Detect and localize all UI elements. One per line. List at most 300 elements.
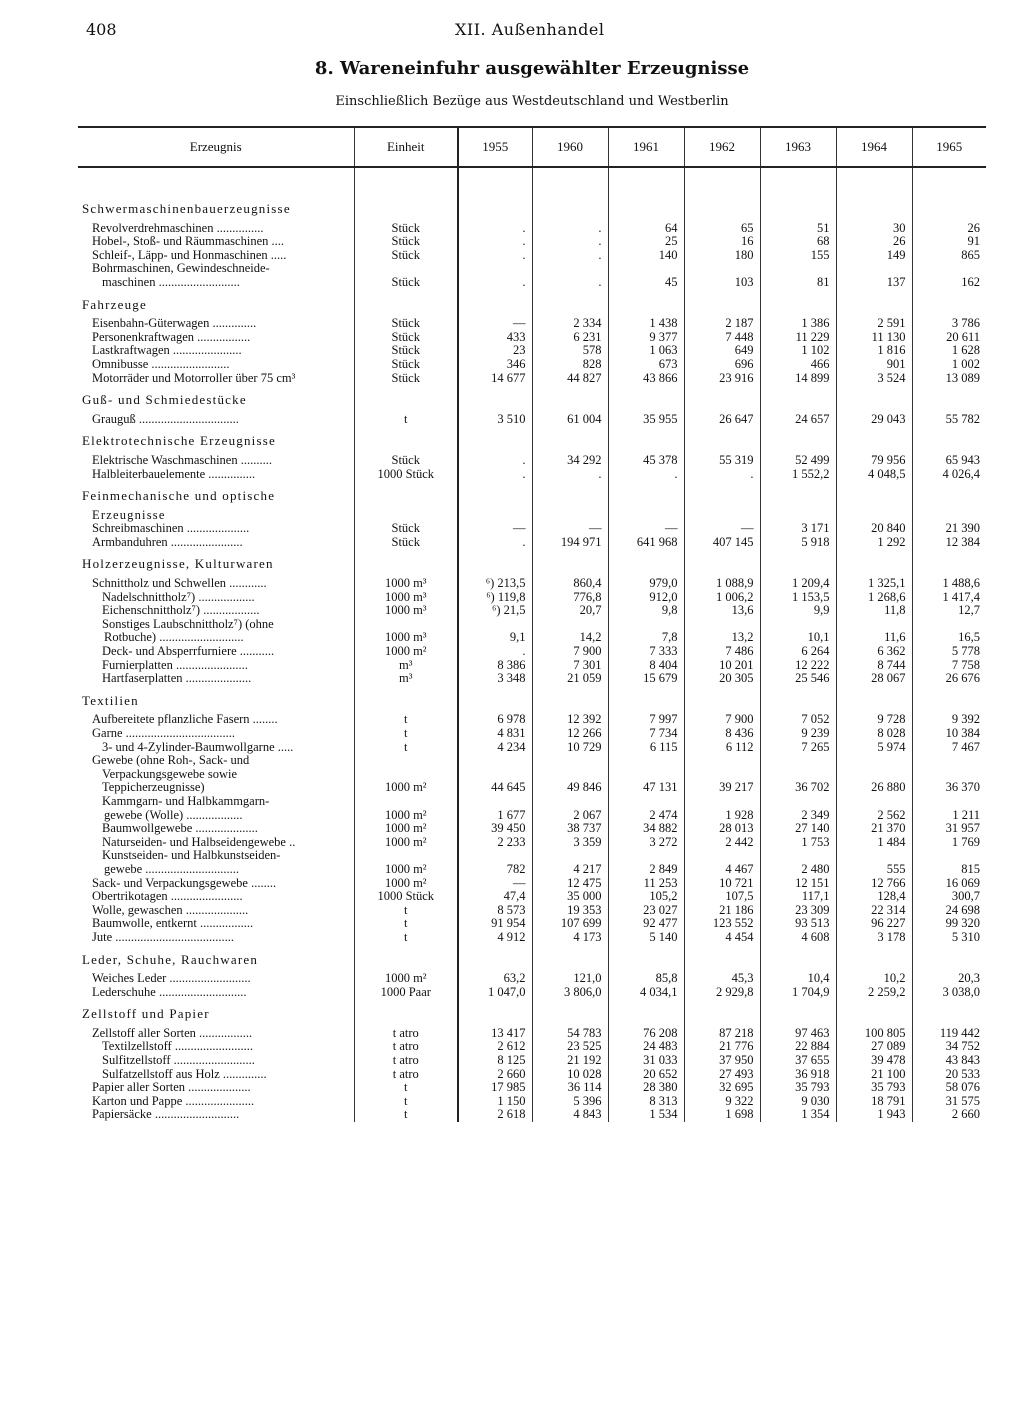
item-label: Nadelschnittholz⁷) .................. bbox=[78, 591, 354, 605]
value-cell: 21 390 bbox=[912, 522, 986, 536]
value-cell bbox=[608, 754, 684, 768]
value-cell: 49 846 bbox=[532, 781, 608, 795]
value-cell: 912,0 bbox=[608, 591, 684, 605]
item-label: Jute ...................................... bbox=[78, 931, 354, 945]
value-cell: 1 943 bbox=[836, 1108, 912, 1122]
value-cell: 35 955 bbox=[608, 413, 684, 427]
item-label: Obertrikotagen ....................... bbox=[78, 890, 354, 904]
value-cell: 9 239 bbox=[760, 727, 836, 741]
value-cell: 8 125 bbox=[458, 1054, 532, 1068]
table-row bbox=[78, 931, 986, 945]
unit-cell: 1000 Paar bbox=[354, 986, 458, 1000]
page-number: 408 bbox=[86, 20, 117, 39]
item-label: Lederschuhe ............................ bbox=[78, 986, 354, 1000]
value-cell: — bbox=[608, 522, 684, 536]
value-cell: 65 943 bbox=[912, 454, 986, 468]
value-cell: 180 bbox=[684, 249, 760, 263]
value-cell: 99 320 bbox=[912, 917, 986, 931]
unit-cell: Stück bbox=[354, 331, 458, 345]
item-label: Halbleiterbauelemente ............... bbox=[78, 468, 354, 482]
item-label: Revolverdrehmaschinen ............... bbox=[78, 222, 354, 236]
value-cell: 11 130 bbox=[836, 331, 912, 345]
value-cell: 865 bbox=[912, 249, 986, 263]
unit-cell: Stück bbox=[354, 344, 458, 358]
value-cell: 34 882 bbox=[608, 822, 684, 836]
value-cell: 36 370 bbox=[912, 781, 986, 795]
value-cell bbox=[532, 849, 608, 863]
value-cell: 23 027 bbox=[608, 904, 684, 918]
running-head: XII. Außenhandel bbox=[455, 20, 605, 39]
value-cell: 8 313 bbox=[608, 1095, 684, 1109]
section-label: Leder, Schuhe, Rauchwaren bbox=[78, 945, 354, 973]
table-row bbox=[78, 768, 986, 782]
value-cell: 979,0 bbox=[608, 577, 684, 591]
value-cell bbox=[458, 618, 532, 632]
value-cell: 34 292 bbox=[532, 454, 608, 468]
table-body bbox=[78, 167, 986, 1122]
value-cell: 4 173 bbox=[532, 931, 608, 945]
value-cell: 14 677 bbox=[458, 372, 532, 386]
table-row bbox=[78, 1108, 986, 1122]
item-label: Personenkraftwagen ................. bbox=[78, 331, 354, 345]
value-cell: 2 480 bbox=[760, 863, 836, 877]
unit-cell: 1000 Stück bbox=[354, 890, 458, 904]
value-cell: 1 677 bbox=[458, 809, 532, 823]
value-cell: 36 114 bbox=[532, 1081, 608, 1095]
value-cell bbox=[760, 768, 836, 782]
value-cell: 901 bbox=[836, 358, 912, 372]
table-row bbox=[78, 413, 986, 427]
value-cell: 6 115 bbox=[608, 741, 684, 755]
value-cell: 1 268,6 bbox=[836, 591, 912, 605]
value-cell: 6 112 bbox=[684, 741, 760, 755]
item-label: Sulfitzellstoff .......................... bbox=[78, 1054, 354, 1068]
unit-cell: 1000 m² bbox=[354, 877, 458, 891]
value-cell bbox=[912, 795, 986, 809]
value-cell: 7 052 bbox=[760, 713, 836, 727]
table-row bbox=[78, 795, 986, 809]
unit-cell: 1000 m² bbox=[354, 809, 458, 823]
value-cell: 21 186 bbox=[684, 904, 760, 918]
value-cell bbox=[608, 262, 684, 276]
unit-cell: Stück bbox=[354, 358, 458, 372]
table-row bbox=[78, 262, 986, 276]
section-label: Holzerzeugnisse, Kulturwaren bbox=[78, 549, 354, 577]
table-row bbox=[78, 849, 986, 863]
value-cell: 433 bbox=[458, 331, 532, 345]
value-cell: 12 766 bbox=[836, 877, 912, 891]
value-cell: 2 618 bbox=[458, 1108, 532, 1122]
item-label: gewebe .............................. bbox=[78, 863, 354, 877]
value-cell: 85,8 bbox=[608, 972, 684, 986]
section-row bbox=[78, 686, 986, 714]
value-cell: 1 816 bbox=[836, 344, 912, 358]
value-cell: 63,2 bbox=[458, 972, 532, 986]
value-cell: 97 463 bbox=[760, 1027, 836, 1041]
value-cell: 12 266 bbox=[532, 727, 608, 741]
unit-cell: t atro bbox=[354, 1040, 458, 1054]
item-label: Verpackungsgewebe sowie bbox=[78, 768, 354, 782]
column-header: 1963 bbox=[760, 127, 836, 167]
value-cell: 51 bbox=[760, 222, 836, 236]
value-cell: 5 974 bbox=[836, 741, 912, 755]
value-cell: 2 259,2 bbox=[836, 986, 912, 1000]
value-cell: 21 370 bbox=[836, 822, 912, 836]
value-cell: 1 002 bbox=[912, 358, 986, 372]
value-cell: 4 467 bbox=[684, 863, 760, 877]
value-cell: 7 333 bbox=[608, 645, 684, 659]
item-label: Kammgarn- und Halbkammgarn- bbox=[78, 795, 354, 809]
unit-cell: t bbox=[354, 1108, 458, 1122]
value-cell: ⁶) 119,8 bbox=[458, 591, 532, 605]
value-cell: 137 bbox=[836, 276, 912, 290]
value-cell: 12 384 bbox=[912, 536, 986, 550]
value-cell: 21 776 bbox=[684, 1040, 760, 1054]
value-cell: 16 bbox=[684, 235, 760, 249]
value-cell: 9,8 bbox=[608, 604, 684, 618]
value-cell: 7 265 bbox=[760, 741, 836, 755]
value-cell: — bbox=[458, 877, 532, 891]
item-label: Omnibusse ......................... bbox=[78, 358, 354, 372]
column-header: 1961 bbox=[608, 127, 684, 167]
value-cell: 20,7 bbox=[532, 604, 608, 618]
value-cell: . bbox=[532, 276, 608, 290]
value-cell: 23 309 bbox=[760, 904, 836, 918]
value-cell: 8 573 bbox=[458, 904, 532, 918]
value-cell: 52 499 bbox=[760, 454, 836, 468]
value-cell: 39 450 bbox=[458, 822, 532, 836]
table-row bbox=[78, 754, 986, 768]
value-cell: 25 546 bbox=[760, 672, 836, 686]
unit-cell: t bbox=[354, 727, 458, 741]
value-cell: 93 513 bbox=[760, 917, 836, 931]
value-cell: 32 695 bbox=[684, 1081, 760, 1095]
unit-cell: Stück bbox=[354, 317, 458, 331]
value-cell: 23 916 bbox=[684, 372, 760, 386]
value-cell: 782 bbox=[458, 863, 532, 877]
value-cell bbox=[532, 754, 608, 768]
value-cell: 64 bbox=[608, 222, 684, 236]
value-cell bbox=[684, 768, 760, 782]
value-cell bbox=[836, 618, 912, 632]
value-cell: 9 392 bbox=[912, 713, 986, 727]
item-label: Weiches Leder .......................... bbox=[78, 972, 354, 986]
table-row bbox=[78, 577, 986, 591]
value-cell: 1 292 bbox=[836, 536, 912, 550]
value-cell: 45 bbox=[608, 276, 684, 290]
value-cell: 121,0 bbox=[532, 972, 608, 986]
value-cell: 21 059 bbox=[532, 672, 608, 686]
value-cell: . bbox=[458, 645, 532, 659]
value-cell: 22 884 bbox=[760, 1040, 836, 1054]
value-cell: 11 253 bbox=[608, 877, 684, 891]
value-cell: 776,8 bbox=[532, 591, 608, 605]
value-cell: 3 510 bbox=[458, 413, 532, 427]
value-cell: 35 000 bbox=[532, 890, 608, 904]
value-cell: 13,6 bbox=[684, 604, 760, 618]
value-cell: 346 bbox=[458, 358, 532, 372]
unit-cell: Stück bbox=[354, 372, 458, 386]
item-label: Naturseiden- und Halbseidengewebe .. bbox=[78, 836, 354, 850]
value-cell bbox=[684, 618, 760, 632]
value-cell bbox=[912, 618, 986, 632]
table-row bbox=[78, 822, 986, 836]
section-row bbox=[78, 385, 986, 413]
value-cell: 36 918 bbox=[760, 1068, 836, 1082]
value-cell: 35 793 bbox=[836, 1081, 912, 1095]
unit-cell: 1000 m³ bbox=[354, 604, 458, 618]
table-row bbox=[78, 863, 986, 877]
value-cell: 7 997 bbox=[608, 713, 684, 727]
value-cell: 25 bbox=[608, 235, 684, 249]
unit-cell: 1000 m³ bbox=[354, 591, 458, 605]
value-cell: 140 bbox=[608, 249, 684, 263]
value-cell: 92 477 bbox=[608, 917, 684, 931]
unit-cell: Stück bbox=[354, 454, 458, 468]
value-cell: 128,4 bbox=[836, 890, 912, 904]
value-cell: 44 645 bbox=[458, 781, 532, 795]
value-cell: 1 769 bbox=[912, 836, 986, 850]
value-cell: 7 734 bbox=[608, 727, 684, 741]
value-cell: 3 171 bbox=[760, 522, 836, 536]
item-label: Sulfatzellstoff aus Holz .............. bbox=[78, 1068, 354, 1082]
value-cell: 7 900 bbox=[532, 645, 608, 659]
value-cell: 8 744 bbox=[836, 659, 912, 673]
value-cell: . bbox=[458, 454, 532, 468]
value-cell: 4 048,5 bbox=[836, 468, 912, 482]
value-cell: 13,2 bbox=[684, 631, 760, 645]
value-cell: 43 866 bbox=[608, 372, 684, 386]
table-row bbox=[78, 741, 986, 755]
value-cell: 22 314 bbox=[836, 904, 912, 918]
table-row bbox=[78, 631, 986, 645]
value-cell: 2 349 bbox=[760, 809, 836, 823]
value-cell: 9 030 bbox=[760, 1095, 836, 1109]
value-cell: 119 442 bbox=[912, 1027, 986, 1041]
unit-cell: t bbox=[354, 931, 458, 945]
value-cell: 117,1 bbox=[760, 890, 836, 904]
value-cell: 96 227 bbox=[836, 917, 912, 931]
value-cell: 24 698 bbox=[912, 904, 986, 918]
value-cell: 7 486 bbox=[684, 645, 760, 659]
value-cell: 20 652 bbox=[608, 1068, 684, 1082]
table-row bbox=[78, 645, 986, 659]
value-cell bbox=[458, 262, 532, 276]
value-cell: 4 831 bbox=[458, 727, 532, 741]
value-cell: 1 153,5 bbox=[760, 591, 836, 605]
value-cell: 26 880 bbox=[836, 781, 912, 795]
value-cell: 8 404 bbox=[608, 659, 684, 673]
value-cell: 4 234 bbox=[458, 741, 532, 755]
value-cell: 2 442 bbox=[684, 836, 760, 850]
value-cell: 20 840 bbox=[836, 522, 912, 536]
table-header bbox=[78, 127, 986, 167]
value-cell: 10 729 bbox=[532, 741, 608, 755]
section-label: Erzeugnisse bbox=[78, 509, 354, 523]
table-row bbox=[78, 454, 986, 468]
value-cell bbox=[532, 795, 608, 809]
value-cell: . bbox=[532, 468, 608, 482]
import-table bbox=[78, 126, 986, 1122]
item-label: Lastkraftwagen ...................... bbox=[78, 344, 354, 358]
item-label: Baumwollgewebe .................... bbox=[78, 822, 354, 836]
value-cell: 20 611 bbox=[912, 331, 986, 345]
unit-cell bbox=[354, 754, 458, 768]
column-header: 1962 bbox=[684, 127, 760, 167]
value-cell: 1 150 bbox=[458, 1095, 532, 1109]
value-cell: 10 721 bbox=[684, 877, 760, 891]
value-cell: 7 467 bbox=[912, 741, 986, 755]
value-cell: 10,2 bbox=[836, 972, 912, 986]
value-cell bbox=[760, 754, 836, 768]
value-cell: 9 377 bbox=[608, 331, 684, 345]
value-cell: 7 758 bbox=[912, 659, 986, 673]
section-label: Textilien bbox=[78, 686, 354, 714]
value-cell: 578 bbox=[532, 344, 608, 358]
column-header: Einheit bbox=[354, 127, 458, 167]
value-cell: 27 140 bbox=[760, 822, 836, 836]
value-cell: 1 552,2 bbox=[760, 468, 836, 482]
data-table bbox=[78, 126, 986, 1122]
value-cell bbox=[684, 849, 760, 863]
value-cell: 2 849 bbox=[608, 863, 684, 877]
item-label: Karton und Pappe ...................... bbox=[78, 1095, 354, 1109]
item-label: Schreibmaschinen .................... bbox=[78, 522, 354, 536]
value-cell: 12,7 bbox=[912, 604, 986, 618]
value-cell: 3 524 bbox=[836, 372, 912, 386]
value-cell bbox=[760, 849, 836, 863]
value-cell: 5 396 bbox=[532, 1095, 608, 1109]
section-label: Fahrzeuge bbox=[78, 290, 354, 318]
value-cell: 4 217 bbox=[532, 863, 608, 877]
value-cell: 9,9 bbox=[760, 604, 836, 618]
value-cell bbox=[458, 795, 532, 809]
value-cell: 30 bbox=[836, 222, 912, 236]
value-cell: 1 484 bbox=[836, 836, 912, 850]
table-row bbox=[78, 904, 986, 918]
value-cell: 696 bbox=[684, 358, 760, 372]
value-cell: 2 591 bbox=[836, 317, 912, 331]
value-cell: 1 698 bbox=[684, 1108, 760, 1122]
unit-cell: t bbox=[354, 713, 458, 727]
item-label: Zellstoff aller Sorten ................. bbox=[78, 1027, 354, 1041]
unit-cell: t bbox=[354, 917, 458, 931]
value-cell: . bbox=[458, 276, 532, 290]
table-row bbox=[78, 672, 986, 686]
value-cell: 55 782 bbox=[912, 413, 986, 427]
value-cell: 1 534 bbox=[608, 1108, 684, 1122]
value-cell: 17 985 bbox=[458, 1081, 532, 1095]
value-cell: ⁶) 21,5 bbox=[458, 604, 532, 618]
value-cell: 194 971 bbox=[532, 536, 608, 550]
table-row bbox=[78, 358, 986, 372]
value-cell: 1 928 bbox=[684, 809, 760, 823]
table-row bbox=[78, 1040, 986, 1054]
unit-cell: Stück bbox=[354, 249, 458, 263]
unit-cell: 1000 m² bbox=[354, 781, 458, 795]
table-row bbox=[78, 276, 986, 290]
section-label: Elektrotechnische Erzeugnisse bbox=[78, 426, 354, 454]
value-cell: 2 660 bbox=[912, 1108, 986, 1122]
value-cell: 3 359 bbox=[532, 836, 608, 850]
value-cell: 13 417 bbox=[458, 1027, 532, 1041]
value-cell: 1 386 bbox=[760, 317, 836, 331]
table-row bbox=[78, 344, 986, 358]
value-cell: 149 bbox=[836, 249, 912, 263]
value-cell bbox=[836, 754, 912, 768]
value-cell: 107,5 bbox=[684, 890, 760, 904]
value-cell: 31 957 bbox=[912, 822, 986, 836]
value-cell: 10,4 bbox=[760, 972, 836, 986]
value-cell: 55 319 bbox=[684, 454, 760, 468]
value-cell: 16 069 bbox=[912, 877, 986, 891]
value-cell: 2 660 bbox=[458, 1068, 532, 1082]
value-cell: 12 222 bbox=[760, 659, 836, 673]
unit-cell: t bbox=[354, 1081, 458, 1095]
table-row bbox=[78, 986, 986, 1000]
table-row bbox=[78, 1095, 986, 1109]
value-cell: 6 362 bbox=[836, 645, 912, 659]
value-cell: 12 475 bbox=[532, 877, 608, 891]
value-cell bbox=[608, 618, 684, 632]
value-cell: 2 187 bbox=[684, 317, 760, 331]
value-cell: . bbox=[684, 468, 760, 482]
value-cell: ⁶) 213,5 bbox=[458, 577, 532, 591]
value-cell: 4 026,4 bbox=[912, 468, 986, 482]
value-cell: 20 305 bbox=[684, 672, 760, 686]
value-cell: 123 552 bbox=[684, 917, 760, 931]
unit-cell: t bbox=[354, 741, 458, 755]
item-label: Sonstiges Laubschnittholz⁷) (ohne bbox=[78, 618, 354, 632]
table-row bbox=[78, 972, 986, 986]
value-cell: 43 843 bbox=[912, 1054, 986, 1068]
value-cell: 2 929,8 bbox=[684, 986, 760, 1000]
value-cell: 28 067 bbox=[836, 672, 912, 686]
item-label: Garne ................................... bbox=[78, 727, 354, 741]
value-cell: 860,4 bbox=[532, 577, 608, 591]
value-cell bbox=[458, 754, 532, 768]
value-cell: . bbox=[458, 249, 532, 263]
unit-cell: Stück bbox=[354, 235, 458, 249]
value-cell: 11,8 bbox=[836, 604, 912, 618]
value-cell: 7 900 bbox=[684, 713, 760, 727]
unit-cell: 1000 m² bbox=[354, 645, 458, 659]
value-cell: 76 208 bbox=[608, 1027, 684, 1041]
unit-cell: 1000 m³ bbox=[354, 577, 458, 591]
value-cell: 2 562 bbox=[836, 809, 912, 823]
value-cell: 2 474 bbox=[608, 809, 684, 823]
value-cell: . bbox=[458, 222, 532, 236]
value-cell: . bbox=[458, 536, 532, 550]
value-cell: . bbox=[532, 235, 608, 249]
item-label: Motorräder und Motorroller über 75 cm³ bbox=[78, 372, 354, 386]
value-cell: 37 655 bbox=[760, 1054, 836, 1068]
value-cell bbox=[608, 768, 684, 782]
section-row bbox=[78, 509, 986, 523]
table-title: 8. Wareneinfuhr ausgewählter Erzeugnisse bbox=[314, 58, 750, 79]
value-cell: 1 047,0 bbox=[458, 986, 532, 1000]
value-cell: 47,4 bbox=[458, 890, 532, 904]
value-cell: . bbox=[458, 235, 532, 249]
item-label: Eichenschnittholz⁷) .................. bbox=[78, 604, 354, 618]
value-cell: 16,5 bbox=[912, 631, 986, 645]
value-cell: . bbox=[608, 468, 684, 482]
table-row bbox=[78, 372, 986, 386]
unit-cell: 1000 m² bbox=[354, 836, 458, 850]
value-cell: 649 bbox=[684, 344, 760, 358]
value-cell: 673 bbox=[608, 358, 684, 372]
value-cell: 45,3 bbox=[684, 972, 760, 986]
